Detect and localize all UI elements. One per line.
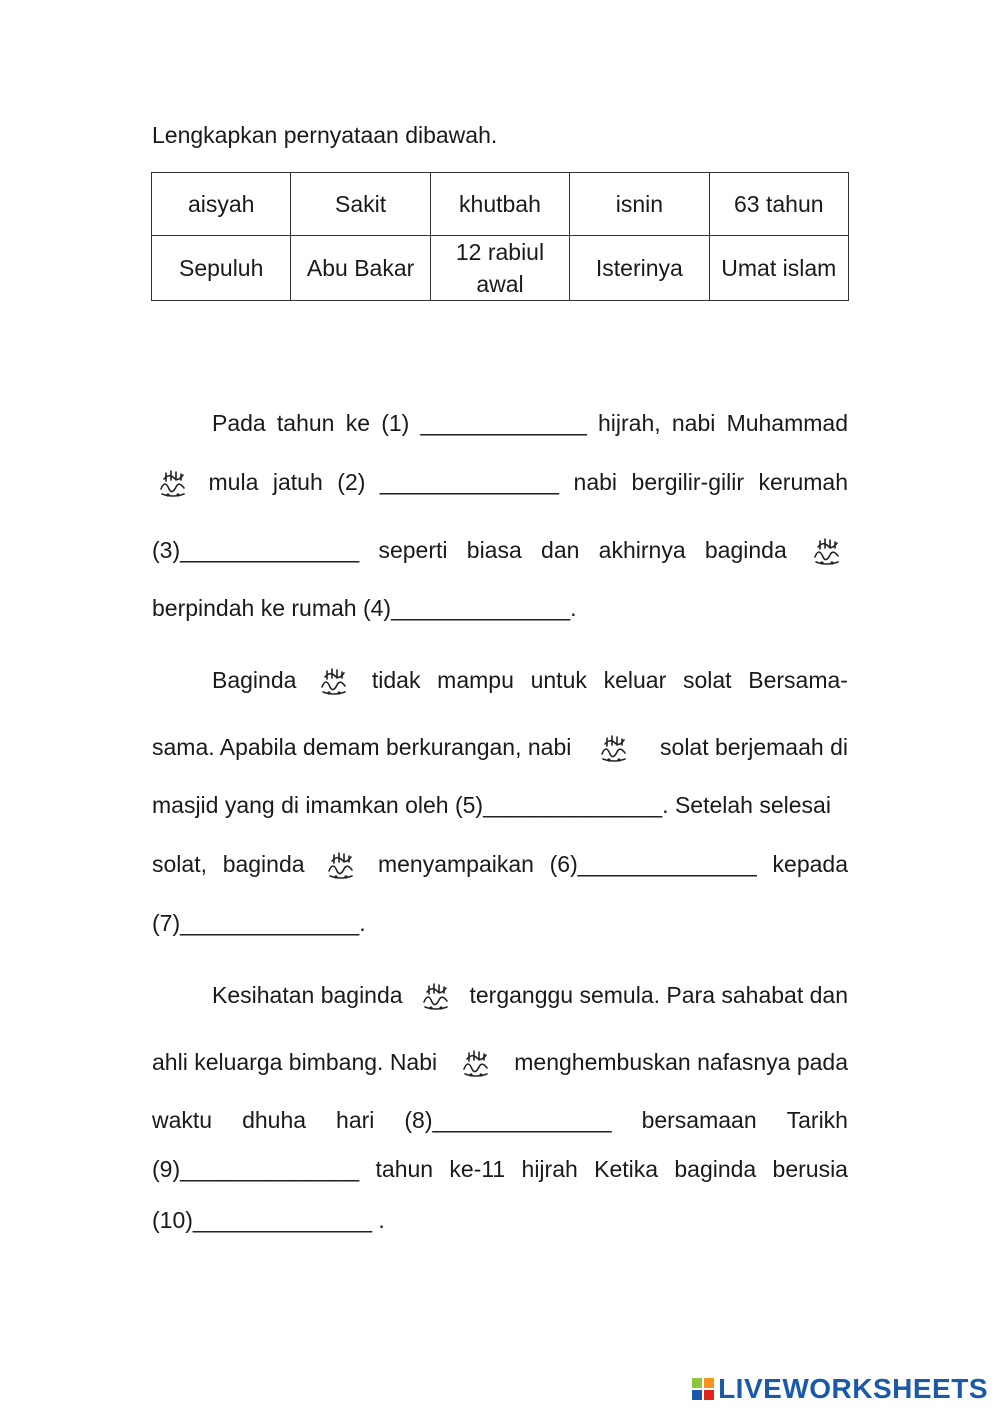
word-bank-row: [152, 236, 849, 301]
word-bank-cell: Umat islam: [709, 236, 848, 301]
paragraph2-line5: (7)______________.: [152, 910, 366, 936]
word-bank-row: [152, 173, 849, 236]
word-bank-cell: khutbah: [430, 173, 569, 236]
word-bank-cell: Isterinya: [570, 236, 709, 301]
paragraph2-line3: masjid yang di imamkan oleh (5)______________. Setelah selesai: [152, 792, 831, 818]
paragraph1-line4: berpindah ke rumah (4)______________.: [152, 595, 577, 621]
paragraph3-line3: waktu dhuha hari (8)______________ bersamaan Tarikh: [152, 1102, 848, 1138]
word-bank-cell: aisyah: [152, 173, 291, 236]
blank-3[interactable]: (3)______________: [152, 537, 360, 563]
logo-text: LIVEWORKSHEETS: [718, 1373, 988, 1404]
word-bank-cell: Sakit: [291, 173, 430, 236]
word-bank-table: [151, 172, 849, 301]
salawat-icon: [419, 978, 453, 1012]
word-bank-cell: Sepuluh: [152, 236, 291, 301]
word-bank-cell: 63 tahun: [709, 173, 848, 236]
logo-mark-icon: [692, 1378, 714, 1400]
paragraph3-line4: (9)______________ tahun ke-11 hijrah Ketika baginda berusia: [152, 1151, 848, 1187]
paragraph1-line1: Pada tahun ke (1) _____________ hijrah, nabi Muhammad: [152, 405, 848, 441]
salawat-icon: [459, 1045, 493, 1079]
liveworksheets-logo: [692, 1374, 988, 1404]
paragraph2-line1: Baginda tidak mampu untuk keluar solat Bersama-: [152, 662, 848, 698]
blank-6[interactable]: (6)______________: [549, 851, 757, 877]
word-bank-cell: isnin: [570, 173, 709, 236]
blank-1[interactable]: _____________: [420, 410, 587, 436]
salawat-icon: [810, 533, 844, 567]
blank-2[interactable]: ______________: [379, 469, 560, 495]
salawat-icon: [317, 663, 351, 697]
paragraph3-line2: ahli keluarga bimbang. Nabi menghembuskan nafasnya pada: [152, 1044, 848, 1080]
salawat-icon: [156, 465, 190, 499]
blank-8[interactable]: (8)______________: [404, 1107, 612, 1133]
paragraph1-line3: (3)______________ seperti biasa dan akhirnya baginda: [152, 532, 848, 568]
word-bank-cell: 12 rabiul awal: [430, 236, 569, 301]
word-bank-cell: Abu Bakar: [291, 236, 430, 301]
paragraph3-line1: Kesihatan baginda terganggu semula. Para sahabat dan: [152, 977, 848, 1013]
paragraph2-line2: sama. Apabila demam berkurangan, nabi solat berjemaah di: [152, 729, 848, 765]
paragraph3-line5: (10)______________ .: [152, 1207, 385, 1233]
salawat-icon: [597, 730, 631, 764]
paragraph1-line2: mula jatuh (2) ______________ nabi bergilir-gilir kerumah: [152, 464, 848, 500]
paragraph2-line4: solat, baginda menyampaikan (6)______________ kepada: [152, 846, 848, 882]
salawat-icon: [324, 847, 358, 881]
blank-9[interactable]: (9)______________: [152, 1156, 360, 1182]
instruction-heading: Lengkapkan pernyataan dibawah.: [152, 122, 498, 148]
